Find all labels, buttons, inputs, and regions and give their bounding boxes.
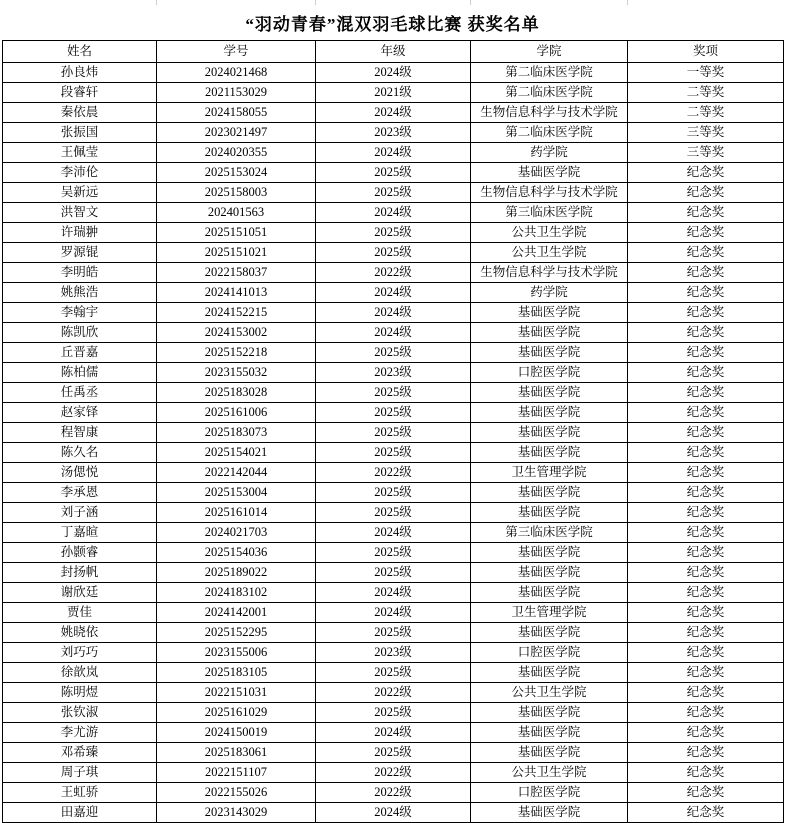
table-row bbox=[3, 223, 784, 243]
grade-cell: 2025级 bbox=[316, 243, 471, 263]
table-row bbox=[3, 803, 784, 823]
grade-cell: 2023级 bbox=[316, 363, 471, 383]
grade-cell: 2025级 bbox=[316, 503, 471, 523]
table-row bbox=[3, 463, 784, 483]
student-id-cell: 2024020355 bbox=[157, 143, 316, 163]
award-cell: 纪念奖 bbox=[628, 443, 784, 463]
college-cell: 基础医学院 bbox=[471, 663, 628, 683]
table-row bbox=[3, 323, 784, 343]
award-cell: 纪念奖 bbox=[628, 263, 784, 283]
name-cell: 孙良炜 bbox=[3, 63, 157, 83]
grade-cell: 2024级 bbox=[316, 203, 471, 223]
table-row bbox=[3, 703, 784, 723]
grade-cell: 2025级 bbox=[316, 183, 471, 203]
grade-cell: 2025级 bbox=[316, 383, 471, 403]
table-row bbox=[3, 123, 784, 143]
grade-cell: 2024级 bbox=[316, 803, 471, 823]
table-row bbox=[3, 63, 784, 83]
student-id-cell: 2021153029 bbox=[157, 83, 316, 103]
table-header-row bbox=[3, 41, 784, 63]
name-cell: 刘巧巧 bbox=[3, 643, 157, 663]
table-row bbox=[3, 483, 784, 503]
name-cell: 陈凯欣 bbox=[3, 323, 157, 343]
table-row bbox=[3, 603, 784, 623]
award-cell: 纪念奖 bbox=[628, 643, 784, 663]
award-cell: 纪念奖 bbox=[628, 423, 784, 443]
award-cell: 纪念奖 bbox=[628, 503, 784, 523]
name-cell: 程智康 bbox=[3, 423, 157, 443]
grade-cell: 2025级 bbox=[316, 423, 471, 443]
award-cell: 纪念奖 bbox=[628, 763, 784, 783]
student-id-cell: 2025189022 bbox=[157, 563, 316, 583]
header-grade: 年级 bbox=[316, 41, 471, 63]
student-id-cell: 2022155026 bbox=[157, 783, 316, 803]
name-cell: 贾佳 bbox=[3, 603, 157, 623]
award-cell: 纪念奖 bbox=[628, 523, 784, 543]
page-title: “羽动青春”混双羽毛球比赛 获奖名单 bbox=[245, 15, 540, 34]
college-cell: 第三临床医学院 bbox=[471, 523, 628, 543]
name-cell: 姚晓依 bbox=[3, 623, 157, 643]
name-cell: 陈久名 bbox=[3, 443, 157, 463]
name-cell: 陈明煜 bbox=[3, 683, 157, 703]
table-row bbox=[3, 783, 784, 803]
student-id-cell: 2022151107 bbox=[157, 763, 316, 783]
name-cell: 张振国 bbox=[3, 123, 157, 143]
award-cell: 纪念奖 bbox=[628, 623, 784, 643]
name-cell: 刘子涵 bbox=[3, 503, 157, 523]
college-cell: 基础医学院 bbox=[471, 383, 628, 403]
name-cell: 张钦淑 bbox=[3, 703, 157, 723]
award-cell: 纪念奖 bbox=[628, 323, 784, 343]
table-row bbox=[3, 343, 784, 363]
grade-cell: 2025级 bbox=[316, 703, 471, 723]
grade-cell: 2024级 bbox=[316, 283, 471, 303]
student-id-cell: 2025151051 bbox=[157, 223, 316, 243]
table-row bbox=[3, 183, 784, 203]
grade-cell: 2024级 bbox=[316, 523, 471, 543]
grade-cell: 2025级 bbox=[316, 403, 471, 423]
grade-cell: 2023级 bbox=[316, 123, 471, 143]
student-id-cell: 2024150019 bbox=[157, 723, 316, 743]
name-cell: 丁嘉暄 bbox=[3, 523, 157, 543]
grade-cell: 2022级 bbox=[316, 683, 471, 703]
student-id-cell: 2025158003 bbox=[157, 183, 316, 203]
name-cell: 王虹骄 bbox=[3, 783, 157, 803]
grade-cell: 2025级 bbox=[316, 743, 471, 763]
table-row bbox=[3, 563, 784, 583]
student-id-cell: 202401563 bbox=[157, 203, 316, 223]
student-id-cell: 2023143029 bbox=[157, 803, 316, 823]
college-cell: 基础医学院 bbox=[471, 743, 628, 763]
table-row bbox=[3, 523, 784, 543]
grade-cell: 2022级 bbox=[316, 763, 471, 783]
college-cell: 公共卫生学院 bbox=[471, 683, 628, 703]
name-cell: 罗源锟 bbox=[3, 243, 157, 263]
student-id-cell: 2024142001 bbox=[157, 603, 316, 623]
college-cell: 生物信息科学与技术学院 bbox=[471, 263, 628, 283]
grade-cell: 2021级 bbox=[316, 83, 471, 103]
name-cell: 徐歆岚 bbox=[3, 663, 157, 683]
grade-cell: 2024级 bbox=[316, 603, 471, 623]
table-row bbox=[3, 403, 784, 423]
award-cell: 纪念奖 bbox=[628, 183, 784, 203]
college-cell: 口腔医学院 bbox=[471, 363, 628, 383]
college-cell: 口腔医学院 bbox=[471, 643, 628, 663]
student-id-cell: 2023155006 bbox=[157, 643, 316, 663]
header-name: 姓名 bbox=[3, 41, 157, 63]
table-row bbox=[3, 103, 784, 123]
college-cell: 第二临床医学院 bbox=[471, 83, 628, 103]
name-cell: 封扬帆 bbox=[3, 563, 157, 583]
award-cell: 纪念奖 bbox=[628, 403, 784, 423]
table-row bbox=[3, 383, 784, 403]
student-id-cell: 2025183105 bbox=[157, 663, 316, 683]
name-cell: 李明皓 bbox=[3, 263, 157, 283]
grade-cell: 2024级 bbox=[316, 303, 471, 323]
award-cell: 纪念奖 bbox=[628, 483, 784, 503]
grade-cell: 2024级 bbox=[316, 63, 471, 83]
award-cell: 一等奖 bbox=[628, 63, 784, 83]
table-body bbox=[3, 63, 784, 823]
award-cell: 纪念奖 bbox=[628, 243, 784, 263]
name-cell: 谢欣廷 bbox=[3, 583, 157, 603]
table-row bbox=[3, 143, 784, 163]
award-cell: 纪念奖 bbox=[628, 343, 784, 363]
student-id-cell: 2024141013 bbox=[157, 283, 316, 303]
award-cell: 纪念奖 bbox=[628, 603, 784, 623]
college-cell: 卫生管理学院 bbox=[471, 463, 628, 483]
name-cell: 周子琪 bbox=[3, 763, 157, 783]
name-cell: 段睿轩 bbox=[3, 83, 157, 103]
name-cell: 洪智文 bbox=[3, 203, 157, 223]
student-id-cell: 2024158055 bbox=[157, 103, 316, 123]
name-cell: 王佩莹 bbox=[3, 143, 157, 163]
student-id-cell: 2025161014 bbox=[157, 503, 316, 523]
award-cell: 纪念奖 bbox=[628, 383, 784, 403]
student-id-cell: 2024152215 bbox=[157, 303, 316, 323]
name-cell: 吴新远 bbox=[3, 183, 157, 203]
college-cell: 基础医学院 bbox=[471, 703, 628, 723]
grade-cell: 2025级 bbox=[316, 543, 471, 563]
name-cell: 田嘉迎 bbox=[3, 803, 157, 823]
student-id-cell: 2025152218 bbox=[157, 343, 316, 363]
name-cell: 李翰宇 bbox=[3, 303, 157, 323]
table-row bbox=[3, 623, 784, 643]
student-id-cell: 2025154036 bbox=[157, 543, 316, 563]
college-cell: 第二临床医学院 bbox=[471, 63, 628, 83]
college-cell: 药学院 bbox=[471, 143, 628, 163]
student-id-cell: 2024183102 bbox=[157, 583, 316, 603]
student-id-cell: 2025183061 bbox=[157, 743, 316, 763]
table-row bbox=[3, 243, 784, 263]
table-row bbox=[3, 663, 784, 683]
college-cell: 卫生管理学院 bbox=[471, 603, 628, 623]
table-row bbox=[3, 683, 784, 703]
college-cell: 基础医学院 bbox=[471, 343, 628, 363]
grade-cell: 2025级 bbox=[316, 343, 471, 363]
table-row bbox=[3, 743, 784, 763]
college-cell: 基础医学院 bbox=[471, 623, 628, 643]
grade-cell: 2025级 bbox=[316, 483, 471, 503]
grade-cell: 2023级 bbox=[316, 643, 471, 663]
college-cell: 生物信息科学与技术学院 bbox=[471, 183, 628, 203]
table-row bbox=[3, 263, 784, 283]
student-id-cell: 2025161029 bbox=[157, 703, 316, 723]
table-row bbox=[3, 503, 784, 523]
table-row bbox=[3, 83, 784, 103]
award-cell: 纪念奖 bbox=[628, 223, 784, 243]
award-cell: 三等奖 bbox=[628, 123, 784, 143]
grade-cell: 2022级 bbox=[316, 263, 471, 283]
college-cell: 基础医学院 bbox=[471, 423, 628, 443]
college-cell: 公共卫生学院 bbox=[471, 763, 628, 783]
student-id-cell: 2025161006 bbox=[157, 403, 316, 423]
grade-cell: 2024级 bbox=[316, 143, 471, 163]
student-id-cell: 2025151021 bbox=[157, 243, 316, 263]
name-cell: 李尤游 bbox=[3, 723, 157, 743]
name-cell: 秦依晨 bbox=[3, 103, 157, 123]
award-cell: 纪念奖 bbox=[628, 683, 784, 703]
college-cell: 第三临床医学院 bbox=[471, 203, 628, 223]
student-id-cell: 2025153004 bbox=[157, 483, 316, 503]
name-cell: 李沛伦 bbox=[3, 163, 157, 183]
grade-cell: 2025级 bbox=[316, 663, 471, 683]
table-row bbox=[3, 723, 784, 743]
name-cell: 赵家铎 bbox=[3, 403, 157, 423]
header-college: 学院 bbox=[471, 41, 628, 63]
grade-cell: 2025级 bbox=[316, 163, 471, 183]
award-cell: 纪念奖 bbox=[628, 663, 784, 683]
college-cell: 基础医学院 bbox=[471, 483, 628, 503]
student-id-cell: 2023155032 bbox=[157, 363, 316, 383]
college-cell: 基础医学院 bbox=[471, 443, 628, 463]
college-cell: 基础医学院 bbox=[471, 583, 628, 603]
table-row bbox=[3, 443, 784, 463]
college-cell: 药学院 bbox=[471, 283, 628, 303]
table-row bbox=[3, 543, 784, 563]
award-table bbox=[2, 40, 784, 823]
college-cell: 第二临床医学院 bbox=[471, 123, 628, 143]
college-cell: 公共卫生学院 bbox=[471, 223, 628, 243]
award-cell: 纪念奖 bbox=[628, 163, 784, 183]
award-cell: 纪念奖 bbox=[628, 363, 784, 383]
grade-cell: 2025级 bbox=[316, 223, 471, 243]
grade-cell: 2022级 bbox=[316, 783, 471, 803]
student-id-cell: 2023021497 bbox=[157, 123, 316, 143]
college-cell: 基础医学院 bbox=[471, 303, 628, 323]
award-cell: 纪念奖 bbox=[628, 543, 784, 563]
grade-cell: 2025级 bbox=[316, 563, 471, 583]
grade-cell: 2024级 bbox=[316, 723, 471, 743]
name-cell: 丘晋嘉 bbox=[3, 343, 157, 363]
name-cell: 姚熊浩 bbox=[3, 283, 157, 303]
student-id-cell: 2024021468 bbox=[157, 63, 316, 83]
name-cell: 许瑞翀 bbox=[3, 223, 157, 243]
name-cell: 汤偲悦 bbox=[3, 463, 157, 483]
student-id-cell: 2024021703 bbox=[157, 523, 316, 543]
award-cell: 纪念奖 bbox=[628, 563, 784, 583]
name-cell: 任禹丞 bbox=[3, 383, 157, 403]
header-award: 奖项 bbox=[628, 41, 784, 63]
student-id-cell: 2025183073 bbox=[157, 423, 316, 443]
table-row bbox=[3, 763, 784, 783]
award-cell: 二等奖 bbox=[628, 83, 784, 103]
table-row bbox=[3, 163, 784, 183]
student-id-cell: 2024153002 bbox=[157, 323, 316, 343]
award-cell: 纪念奖 bbox=[628, 703, 784, 723]
college-cell: 基础医学院 bbox=[471, 803, 628, 823]
award-cell: 纪念奖 bbox=[628, 203, 784, 223]
table-row bbox=[3, 583, 784, 603]
college-cell: 基础医学院 bbox=[471, 503, 628, 523]
award-cell: 二等奖 bbox=[628, 103, 784, 123]
award-cell: 纪念奖 bbox=[628, 303, 784, 323]
student-id-cell: 2022142044 bbox=[157, 463, 316, 483]
header-student-id: 学号 bbox=[157, 41, 316, 63]
award-cell: 纪念奖 bbox=[628, 463, 784, 483]
name-cell: 邓希臻 bbox=[3, 743, 157, 763]
college-cell: 基础医学院 bbox=[471, 723, 628, 743]
name-cell: 孙颢睿 bbox=[3, 543, 157, 563]
student-id-cell: 2022151031 bbox=[157, 683, 316, 703]
college-cell: 基础医学院 bbox=[471, 403, 628, 423]
grade-cell: 2024级 bbox=[316, 583, 471, 603]
college-cell: 基础医学院 bbox=[471, 163, 628, 183]
name-cell: 陈柏儒 bbox=[3, 363, 157, 383]
student-id-cell: 2025154021 bbox=[157, 443, 316, 463]
table-row bbox=[3, 303, 784, 323]
table-row bbox=[3, 203, 784, 223]
college-cell: 基础医学院 bbox=[471, 543, 628, 563]
award-cell: 纪念奖 bbox=[628, 283, 784, 303]
college-cell: 基础医学院 bbox=[471, 563, 628, 583]
college-cell: 口腔医学院 bbox=[471, 783, 628, 803]
table-row bbox=[3, 643, 784, 663]
college-cell: 基础医学院 bbox=[471, 323, 628, 343]
award-cell: 纪念奖 bbox=[628, 803, 784, 823]
name-cell: 李承恩 bbox=[3, 483, 157, 503]
grade-cell: 2025级 bbox=[316, 623, 471, 643]
student-id-cell: 2022158037 bbox=[157, 263, 316, 283]
table-row bbox=[3, 283, 784, 303]
grade-cell: 2024级 bbox=[316, 323, 471, 343]
award-cell: 纪念奖 bbox=[628, 583, 784, 603]
student-id-cell: 2025153024 bbox=[157, 163, 316, 183]
grade-cell: 2025级 bbox=[316, 443, 471, 463]
table-row bbox=[3, 423, 784, 443]
award-cell: 纪念奖 bbox=[628, 783, 784, 803]
student-id-cell: 2025183028 bbox=[157, 383, 316, 403]
student-id-cell: 2025152295 bbox=[157, 623, 316, 643]
award-cell: 纪念奖 bbox=[628, 743, 784, 763]
grade-cell: 2024级 bbox=[316, 103, 471, 123]
college-cell: 公共卫生学院 bbox=[471, 243, 628, 263]
award-cell: 三等奖 bbox=[628, 143, 784, 163]
college-cell: 生物信息科学与技术学院 bbox=[471, 103, 628, 123]
grade-cell: 2022级 bbox=[316, 463, 471, 483]
award-cell: 纪念奖 bbox=[628, 723, 784, 743]
table-row bbox=[3, 363, 784, 383]
